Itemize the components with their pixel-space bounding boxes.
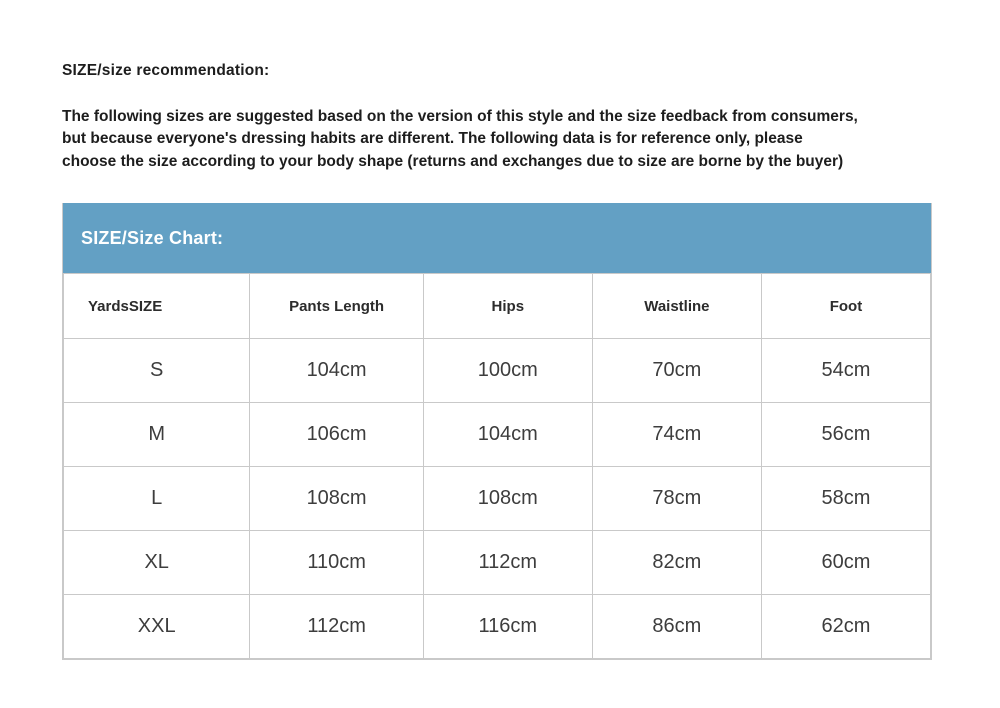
cell-size: XXL <box>64 595 250 659</box>
table-row <box>64 595 931 659</box>
column-header-waistline: Waistline <box>592 274 761 339</box>
table-row <box>64 339 931 403</box>
cell-hips: 100cm <box>423 339 592 403</box>
cell-pants-length: 106cm <box>250 403 423 467</box>
cell-hips: 104cm <box>423 403 592 467</box>
table-row <box>64 403 931 467</box>
size-table-body <box>64 339 931 659</box>
cell-foot: 60cm <box>761 531 930 595</box>
cell-pants-length: 112cm <box>250 595 423 659</box>
table-header-row <box>64 274 931 339</box>
intro-paragraph <box>62 106 938 173</box>
cell-pants-length: 110cm <box>250 531 423 595</box>
cell-pants-length: 108cm <box>250 467 423 531</box>
column-header-foot: Foot <box>761 274 930 339</box>
cell-foot: 58cm <box>761 467 930 531</box>
size-chart-header <box>63 203 931 273</box>
cell-hips: 112cm <box>423 531 592 595</box>
cell-size: S <box>64 339 250 403</box>
cell-waistline: 86cm <box>592 595 761 659</box>
cell-size: XL <box>64 531 250 595</box>
cell-waistline: 78cm <box>592 467 761 531</box>
cell-waistline: 74cm <box>592 403 761 467</box>
cell-size: L <box>64 467 250 531</box>
size-table-head <box>64 274 931 339</box>
size-table <box>63 273 931 659</box>
table-row <box>64 531 931 595</box>
cell-foot: 62cm <box>761 595 930 659</box>
column-header-pants-length: Pants Length <box>250 274 423 339</box>
intro-line-3: choose the size according to your body shape (returns and exchanges due to size are borne by the buyer) <box>62 152 844 170</box>
cell-waistline: 82cm <box>592 531 761 595</box>
column-header-hips: Hips <box>423 274 592 339</box>
cell-hips: 108cm <box>423 467 592 531</box>
column-header-yardssize: YardsSIZE <box>64 274 250 339</box>
cell-pants-length: 104cm <box>250 339 423 403</box>
cell-size: M <box>64 403 250 467</box>
cell-foot: 56cm <box>761 403 930 467</box>
intro-line-1: The following sizes are suggested based on the version of this style and the size feedback from consumers, <box>62 108 858 125</box>
page-title: SIZE/size recommendation: <box>62 62 270 79</box>
intro-line-2: but because everyone's dressing habits are different. The following data is for reference only, please <box>62 130 803 148</box>
cell-hips: 116cm <box>423 595 592 659</box>
size-chart-header-title: SIZE/Size Chart: <box>81 227 224 248</box>
table-row <box>64 467 931 531</box>
size-chart <box>62 203 932 660</box>
cell-foot: 54cm <box>761 339 930 403</box>
cell-waistline: 70cm <box>592 339 761 403</box>
